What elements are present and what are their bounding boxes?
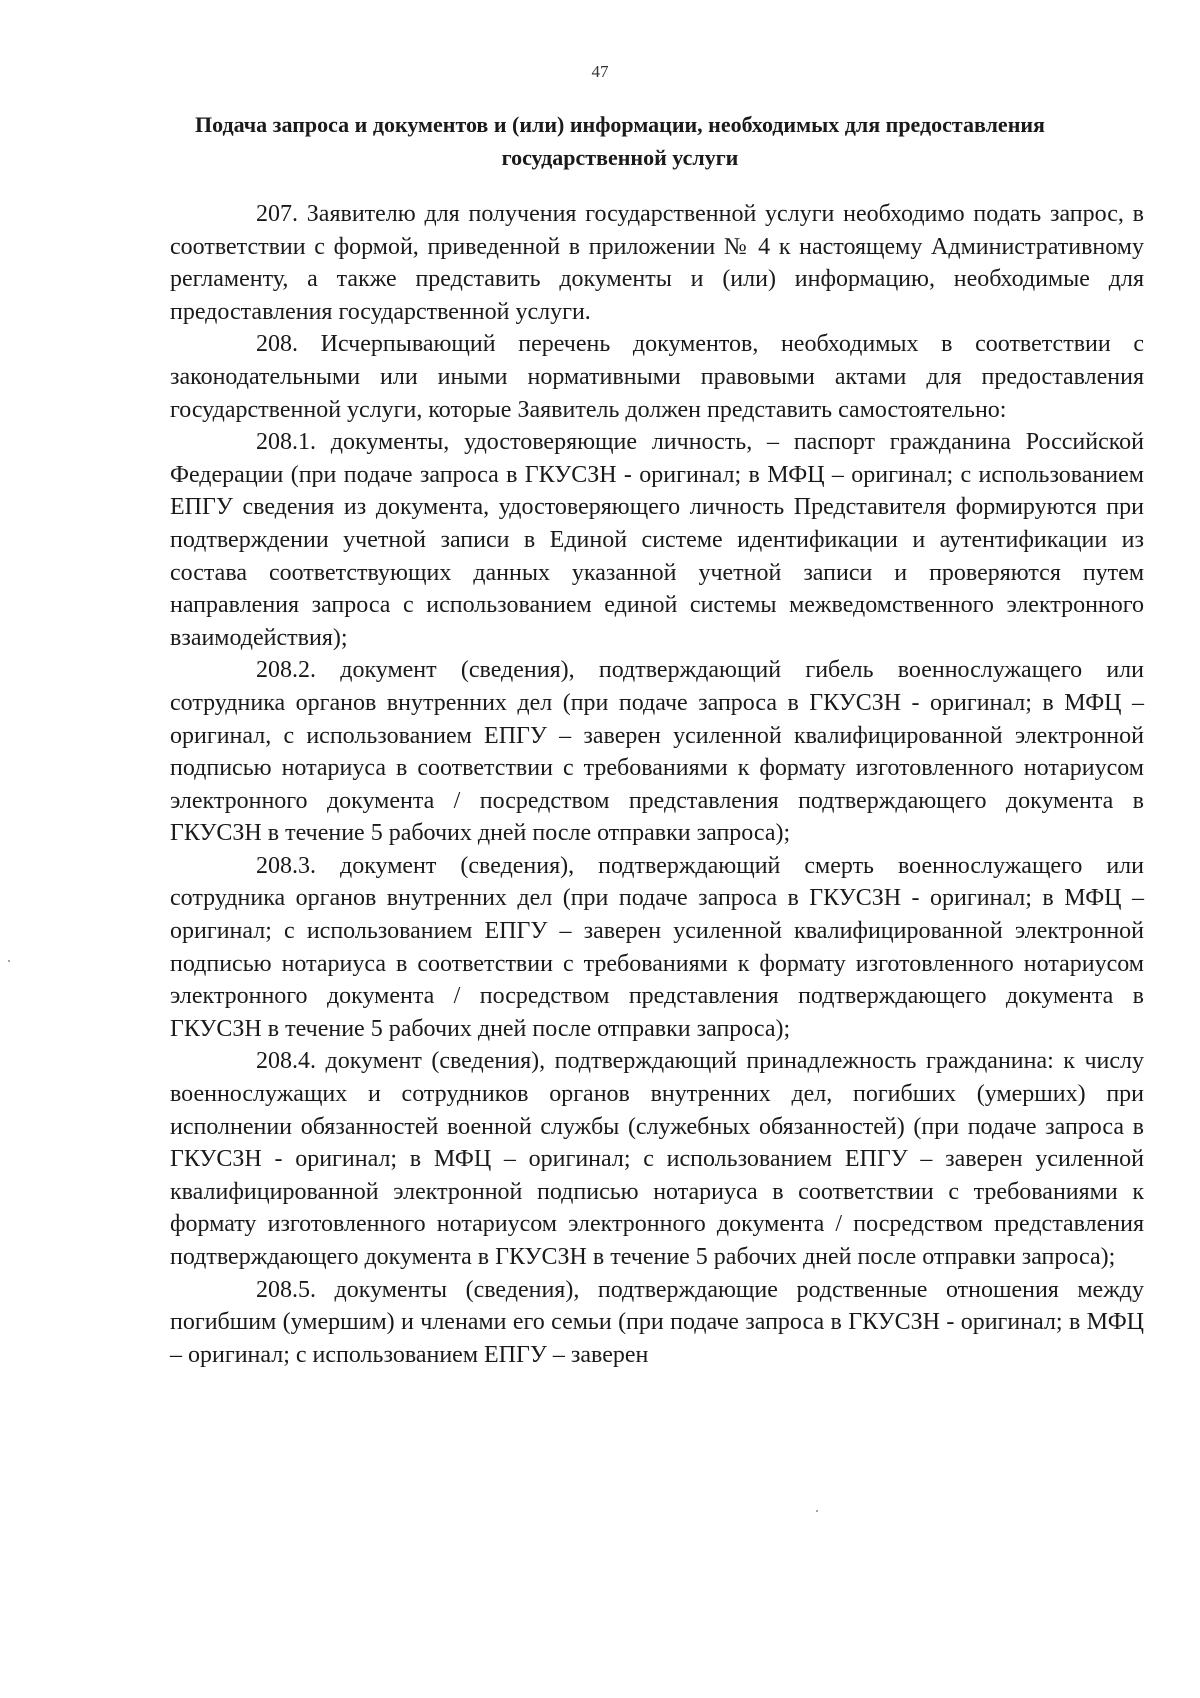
page-number: 47 xyxy=(591,62,609,81)
scan-speck xyxy=(816,1510,818,1512)
document-body xyxy=(170,198,1144,1371)
paragraph-207: 207. Заявителю для получения государственной услуги необходимо подать запрос, в соответствии с формой, приведенной в приложении № 4 к настоящему Административному регламенту, а также представить документы и (или) информацию, необходимые для предоставления государственной услуги. xyxy=(170,201,1144,325)
paragraph-208-3: 208.3. документ (сведения), подтверждающий смерть военнослужащего или сотрудника органов внутренних дел (при подаче запроса в ГКУСЗН - оригинал; в МФЦ – оригинал; с использованием ЕПГУ – заверен усиленной квалифицированной электронной подписью нотариуса в соответствии с требованиями к формату изготовленного нотариусом электронного документа / посредством представления подтверждающего документа в ГКУСЗН в течение 5 рабочих дней после отправки запроса); xyxy=(170,852,1144,1042)
paragraph-208: 208. Исчерпывающий перечень документов, необходимых в соответствии с законодательными или иными нормативными правовыми актами для предоставления государственной услуги, которые Заявитель должен представить самостоятельно: xyxy=(170,331,1144,423)
paragraph-208-2: 208.2. документ (сведения), подтверждающий гибель военнослужащего или сотрудника органов внутренних дел (при подаче запроса в ГКУСЗН - оригинал; в МФЦ – оригинал, с использованием ЕПГУ – заверен усиленной квалифицированной электронной подписью нотариуса в соответствии с требованиями к формату изготовленного нотариусом электронного документа / посредством представления подтверждающего документа в ГКУСЗН в течение 5 рабочих дней после отправки запроса); xyxy=(170,657,1144,847)
scan-speck xyxy=(8,960,10,962)
paragraph-208-1: 208.1. документы, удостоверяющие личность, – паспорт гражданина Российской Федерации (при подаче запроса в ГКУСЗН - оригинал; в МФЦ – оригинал; с использованием ЕПГУ сведения из документа, удостоверяющего личность Представителя формируются при подтверждении учетной записи в Единой системе идентификации и аутентификации из состава соответствующих данных указанной учетной записи и проверяются путем направления запроса с использованием единой системы межведомственного электронного взаимодействия); xyxy=(170,429,1144,651)
paragraph-208-5: 208.5. документы (сведения), подтверждающие родственные отношения между погибшим (умершим) и членами его семьи (при подаче запроса в ГКУСЗН - оригинал; в МФЦ – оригинал; с использованием ЕПГУ – заверен xyxy=(170,1276,1144,1368)
section-heading: Подача запроса и документов и (или) информации, необходимых для предоставления государственной услуги xyxy=(195,112,1045,170)
paragraph-208-4: 208.4. документ (сведения), подтверждающий принадлежность гражданина: к числу военнослужащих и сотрудников органов внутренних дел, погибших (умерших) при исполнении обязанностей военной службы (служебных обязанностей) (при подаче запроса в ГКУСЗН - оригинал; в МФЦ – оригинал; с использованием ЕПГУ – заверен усиленной квалифицированной электронной подписью нотариуса в соответствии с требованиями к формату изготовленного нотариусом электронного документа / посредством представления подтверждающего документа в ГКУСЗН в течение 5 рабочих дней после отправки запроса); xyxy=(170,1048,1144,1270)
